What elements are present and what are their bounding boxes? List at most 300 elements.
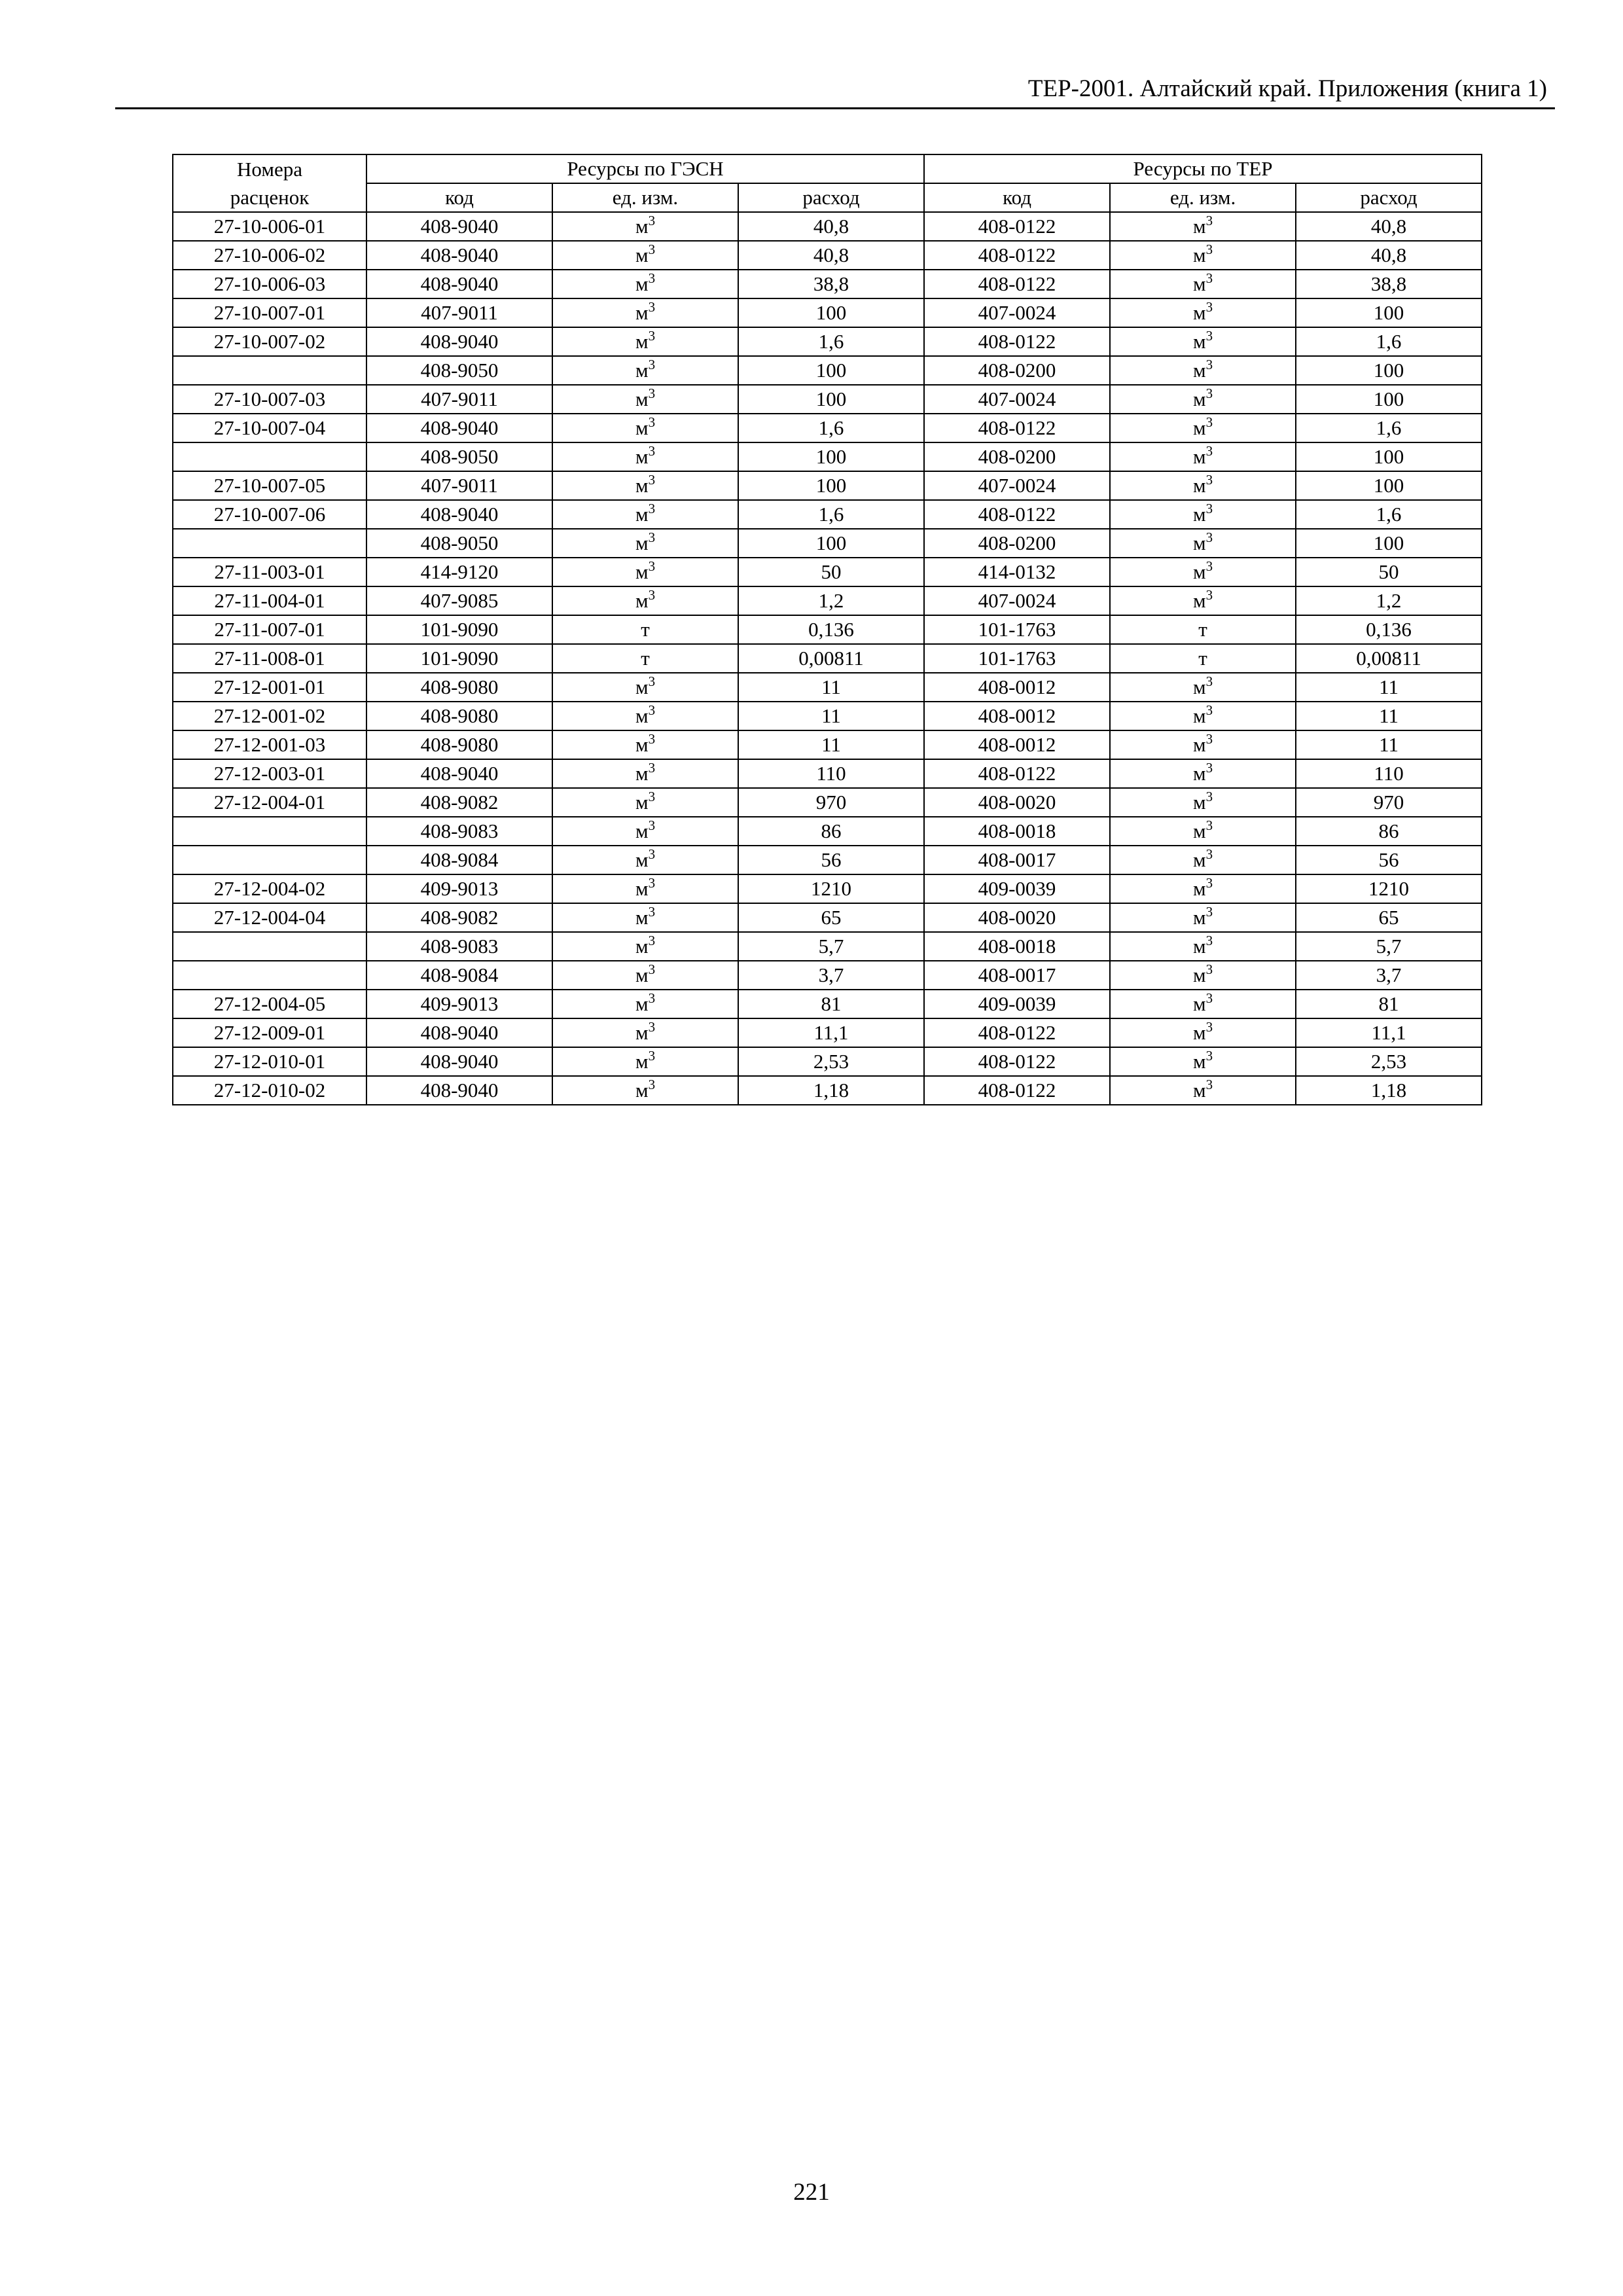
gesn-consumption-cell: 970 <box>738 788 924 817</box>
ter-consumption-cell: 0,00811 <box>1296 644 1482 673</box>
table-row <box>173 644 1482 673</box>
gesn-unit-cell <box>552 817 738 846</box>
gesn-unit-cell <box>552 788 738 817</box>
unit-exponent: 3 <box>648 414 656 430</box>
ter-consumption-cell: 3,7 <box>1296 961 1482 990</box>
unit-symbol: м <box>635 503 649 526</box>
rate-number-cell <box>173 817 366 846</box>
unit-symbol: м <box>635 301 649 324</box>
ter-unit-cell <box>1110 1076 1296 1105</box>
table-row <box>173 846 1482 874</box>
table-row <box>173 759 1482 788</box>
ter-unit-cell <box>1110 270 1296 298</box>
gesn-code-cell: 407-9085 <box>366 586 552 615</box>
unit-symbol: м <box>1192 531 1206 554</box>
unit-exponent: 3 <box>648 702 656 718</box>
unit-symbol: м <box>1192 301 1206 324</box>
unit-symbol: м <box>1192 416 1206 439</box>
ter-consumption-cell: 970 <box>1296 788 1482 817</box>
unit-exponent: 3 <box>1205 386 1213 401</box>
gesn-unit-cell <box>552 615 738 644</box>
ter-consumption-cell: 1,18 <box>1296 1076 1482 1105</box>
ter-consumption-cell: 1,6 <box>1296 500 1482 529</box>
unit-symbol: м <box>1192 272 1206 295</box>
unit-symbol: м <box>635 762 649 785</box>
gesn-code-cell: 408-9083 <box>366 932 552 961</box>
unit-exponent: 3 <box>1205 213 1213 228</box>
table-row <box>173 730 1482 759</box>
unit-symbol: м <box>1192 215 1206 238</box>
rate-number-cell: 27-10-007-06 <box>173 500 366 529</box>
unit-symbol: м <box>1192 963 1206 986</box>
header-ter-code: код <box>924 183 1110 212</box>
unit-symbol: м <box>635 474 649 497</box>
rate-number-cell: 27-11-008-01 <box>173 644 366 673</box>
unit-exponent: 3 <box>1205 702 1213 718</box>
table-row <box>173 702 1482 730</box>
gesn-unit-cell <box>552 1047 738 1076</box>
unit-symbol: м <box>635 416 649 439</box>
gesn-code-cell: 408-9040 <box>366 1076 552 1105</box>
gesn-code-cell: 408-9050 <box>366 529 552 558</box>
rate-number-cell: 27-12-004-05 <box>173 990 366 1018</box>
header-rate-numbers-line2: расценок <box>173 183 366 212</box>
ter-code-cell: 407-0024 <box>924 586 1110 615</box>
ter-unit-cell <box>1110 961 1296 990</box>
ter-consumption-cell: 110 <box>1296 759 1482 788</box>
table-row <box>173 1018 1482 1047</box>
gesn-consumption-cell: 11,1 <box>738 1018 924 1047</box>
ter-unit-cell <box>1110 759 1296 788</box>
gesn-consumption-cell: 3,7 <box>738 961 924 990</box>
unit-exponent: 3 <box>1205 904 1213 920</box>
unit-symbol: т <box>641 618 650 641</box>
ter-code-cell: 408-0012 <box>924 730 1110 759</box>
gesn-unit-cell <box>552 500 738 529</box>
ter-unit-cell <box>1110 586 1296 615</box>
ter-code-cell: 408-0122 <box>924 759 1110 788</box>
header-gesn-unit: ед. изм. <box>552 183 738 212</box>
unit-exponent: 3 <box>648 587 656 603</box>
unit-symbol: м <box>635 1050 649 1073</box>
gesn-consumption-cell: 110 <box>738 759 924 788</box>
document-title: ТЕР-2001. Алтайский край. Приложения (книга 1) <box>1027 75 1547 102</box>
unit-symbol: м <box>635 445 649 468</box>
rate-number-cell: 27-12-001-02 <box>173 702 366 730</box>
rate-number-cell: 27-12-010-02 <box>173 1076 366 1105</box>
ter-unit-cell <box>1110 327 1296 356</box>
unit-symbol: м <box>1192 762 1206 785</box>
rate-number-cell <box>173 932 366 961</box>
table-row <box>173 442 1482 471</box>
table-row <box>173 356 1482 385</box>
ter-unit-cell <box>1110 903 1296 932</box>
rate-number-cell: 27-12-003-01 <box>173 759 366 788</box>
unit-symbol: м <box>1192 704 1206 727</box>
gesn-code-cell: 408-9040 <box>366 212 552 241</box>
unit-exponent: 3 <box>648 328 656 344</box>
gesn-consumption-cell: 40,8 <box>738 212 924 241</box>
unit-symbol: м <box>635 215 649 238</box>
header-gesn-code: код <box>366 183 552 212</box>
unit-exponent: 3 <box>648 1019 656 1035</box>
ter-consumption-cell: 40,8 <box>1296 212 1482 241</box>
ter-consumption-cell: 1,6 <box>1296 327 1482 356</box>
gesn-code-cell: 408-9050 <box>366 356 552 385</box>
unit-exponent: 3 <box>648 242 656 257</box>
unit-symbol: м <box>635 272 649 295</box>
header-ter-group: Ресурсы по ТЕР <box>924 154 1482 183</box>
ter-code-cell: 408-0200 <box>924 356 1110 385</box>
ter-code-cell: 408-0200 <box>924 442 1110 471</box>
gesn-code-cell: 408-9083 <box>366 817 552 846</box>
gesn-unit-cell <box>552 414 738 442</box>
unit-symbol: м <box>1192 992 1206 1015</box>
table-row <box>173 1047 1482 1076</box>
gesn-unit-cell <box>552 730 738 759</box>
unit-symbol: м <box>1192 848 1206 871</box>
unit-exponent: 3 <box>648 904 656 920</box>
gesn-unit-cell <box>552 874 738 903</box>
ter-consumption-cell: 100 <box>1296 356 1482 385</box>
unit-symbol: м <box>635 560 649 583</box>
header-row-groups <box>173 154 1482 183</box>
gesn-consumption-cell: 86 <box>738 817 924 846</box>
ter-unit-cell <box>1110 442 1296 471</box>
unit-symbol: м <box>635 589 649 612</box>
gesn-unit-cell <box>552 270 738 298</box>
gesn-unit-cell <box>552 558 738 586</box>
unit-exponent: 3 <box>648 558 656 574</box>
table-row <box>173 673 1482 702</box>
gesn-consumption-cell: 11 <box>738 673 924 702</box>
rate-number-cell: 27-10-007-03 <box>173 385 366 414</box>
ter-unit-cell <box>1110 644 1296 673</box>
unit-symbol: м <box>635 992 649 1015</box>
gesn-unit-cell <box>552 903 738 932</box>
gesn-code-cell: 408-9080 <box>366 730 552 759</box>
unit-exponent: 3 <box>648 357 656 372</box>
ter-unit-cell <box>1110 414 1296 442</box>
unit-exponent: 3 <box>1205 933 1213 948</box>
table-row <box>173 270 1482 298</box>
table-row <box>173 961 1482 990</box>
gesn-unit-cell <box>552 586 738 615</box>
gesn-consumption-cell: 50 <box>738 558 924 586</box>
gesn-consumption-cell: 100 <box>738 442 924 471</box>
gesn-code-cell: 408-9040 <box>366 1047 552 1076</box>
gesn-unit-cell <box>552 327 738 356</box>
ter-consumption-cell: 2,53 <box>1296 1047 1482 1076</box>
unit-exponent: 3 <box>648 875 656 891</box>
unit-symbol: м <box>635 906 649 929</box>
unit-exponent: 3 <box>648 270 656 286</box>
ter-consumption-cell: 81 <box>1296 990 1482 1018</box>
ter-code-cell: 408-0020 <box>924 903 1110 932</box>
ter-unit-cell <box>1110 817 1296 846</box>
gesn-consumption-cell: 100 <box>738 529 924 558</box>
unit-exponent: 3 <box>648 789 656 804</box>
gesn-code-cell: 101-9090 <box>366 615 552 644</box>
ter-unit-cell <box>1110 558 1296 586</box>
unit-symbol: м <box>1192 330 1206 353</box>
rate-number-cell: 27-10-007-04 <box>173 414 366 442</box>
unit-exponent: 3 <box>1205 587 1213 603</box>
ter-consumption-cell: 1,2 <box>1296 586 1482 615</box>
ter-code-cell: 101-1763 <box>924 615 1110 644</box>
ter-code-cell: 407-0024 <box>924 385 1110 414</box>
gesn-unit-cell <box>552 1076 738 1105</box>
unit-symbol: м <box>635 935 649 958</box>
unit-symbol: м <box>1192 359 1206 382</box>
unit-exponent: 3 <box>1205 558 1213 574</box>
ter-consumption-cell: 1210 <box>1296 874 1482 903</box>
gesn-unit-cell <box>552 241 738 270</box>
table-row <box>173 298 1482 327</box>
unit-symbol: м <box>1192 935 1206 958</box>
rate-number-cell: 27-11-003-01 <box>173 558 366 586</box>
table-row <box>173 529 1482 558</box>
ter-unit-cell <box>1110 846 1296 874</box>
unit-symbol: м <box>635 791 649 814</box>
rate-number-cell: 27-12-001-01 <box>173 673 366 702</box>
ter-code-cell: 408-0020 <box>924 788 1110 817</box>
ter-consumption-cell: 100 <box>1296 442 1482 471</box>
unit-symbol: м <box>635 1021 649 1044</box>
rate-number-cell: 27-12-010-01 <box>173 1047 366 1076</box>
ter-code-cell: 408-0122 <box>924 500 1110 529</box>
gesn-consumption-cell: 56 <box>738 846 924 874</box>
gesn-unit-cell <box>552 442 738 471</box>
ter-code-cell: 407-0024 <box>924 298 1110 327</box>
rate-number-cell: 27-10-007-05 <box>173 471 366 500</box>
ter-code-cell: 408-0122 <box>924 212 1110 241</box>
ter-unit-cell <box>1110 1047 1296 1076</box>
unit-symbol: м <box>1192 1079 1206 1102</box>
ter-unit-cell <box>1110 529 1296 558</box>
gesn-code-cell: 408-9082 <box>366 903 552 932</box>
ter-unit-cell <box>1110 385 1296 414</box>
header-ter-consumption: расход <box>1296 183 1482 212</box>
rate-number-cell: 27-12-004-04 <box>173 903 366 932</box>
unit-symbol: м <box>635 819 649 842</box>
ter-code-cell: 408-0122 <box>924 1018 1110 1047</box>
ter-unit-cell <box>1110 702 1296 730</box>
gesn-consumption-cell: 0,00811 <box>738 644 924 673</box>
gesn-unit-cell <box>552 471 738 500</box>
unit-exponent: 3 <box>648 299 656 315</box>
table-row <box>173 788 1482 817</box>
header-rate-numbers-line1: Номера <box>173 154 366 183</box>
gesn-code-cell: 408-9082 <box>366 788 552 817</box>
unit-exponent: 3 <box>648 731 656 747</box>
unit-exponent: 3 <box>1205 443 1213 459</box>
gesn-code-cell: 408-9040 <box>366 1018 552 1047</box>
page-number: 221 <box>793 2179 830 2206</box>
gesn-code-cell: 409-9013 <box>366 874 552 903</box>
unit-exponent: 3 <box>1205 961 1213 977</box>
unit-exponent: 3 <box>648 817 656 833</box>
gesn-code-cell: 408-9084 <box>366 846 552 874</box>
unit-exponent: 3 <box>1205 817 1213 833</box>
unit-symbol: т <box>1198 618 1207 641</box>
unit-symbol: м <box>1192 589 1206 612</box>
unit-exponent: 3 <box>1205 270 1213 286</box>
unit-exponent: 3 <box>1205 328 1213 344</box>
gesn-code-cell: 409-9013 <box>366 990 552 1018</box>
rate-number-cell: 27-11-007-01 <box>173 615 366 644</box>
gesn-unit-cell <box>552 961 738 990</box>
ter-consumption-cell: 86 <box>1296 817 1482 846</box>
ter-consumption-cell: 50 <box>1296 558 1482 586</box>
unit-exponent: 3 <box>1205 1048 1213 1064</box>
unit-symbol: м <box>635 531 649 554</box>
gesn-unit-cell <box>552 673 738 702</box>
gesn-code-cell: 408-9040 <box>366 327 552 356</box>
unit-exponent: 3 <box>1205 299 1213 315</box>
unit-exponent: 3 <box>1205 529 1213 545</box>
unit-exponent: 3 <box>648 846 656 862</box>
ter-unit-cell <box>1110 356 1296 385</box>
header-ter-unit: ед. изм. <box>1110 183 1296 212</box>
gesn-consumption-cell: 1210 <box>738 874 924 903</box>
unit-exponent: 3 <box>648 990 656 1006</box>
gesn-consumption-cell: 65 <box>738 903 924 932</box>
gesn-unit-cell <box>552 702 738 730</box>
unit-symbol: м <box>1192 675 1206 698</box>
unit-exponent: 3 <box>1205 760 1213 776</box>
table-row <box>173 586 1482 615</box>
gesn-code-cell: 408-9040 <box>366 759 552 788</box>
gesn-code-cell: 408-9040 <box>366 414 552 442</box>
unit-symbol: м <box>1192 503 1206 526</box>
unit-symbol: м <box>1192 906 1206 929</box>
gesn-unit-cell <box>552 212 738 241</box>
ter-code-cell: 408-0018 <box>924 932 1110 961</box>
ter-consumption-cell: 11 <box>1296 730 1482 759</box>
ter-unit-cell <box>1110 730 1296 759</box>
rate-number-cell: 27-10-007-02 <box>173 327 366 356</box>
header-gesn-group: Ресурсы по ГЭСН <box>366 154 924 183</box>
unit-symbol: м <box>635 877 649 900</box>
ter-code-cell: 414-0132 <box>924 558 1110 586</box>
ter-consumption-cell: 11,1 <box>1296 1018 1482 1047</box>
ter-consumption-cell: 11 <box>1296 673 1482 702</box>
unit-symbol: м <box>1192 445 1206 468</box>
ter-code-cell: 408-0017 <box>924 846 1110 874</box>
ter-consumption-cell: 1,6 <box>1296 414 1482 442</box>
unit-symbol: м <box>1192 387 1206 410</box>
unit-symbol: т <box>1198 647 1207 670</box>
unit-exponent: 3 <box>1205 846 1213 862</box>
unit-symbol: м <box>635 704 649 727</box>
ter-code-cell: 408-0122 <box>924 241 1110 270</box>
gesn-unit-cell <box>552 385 738 414</box>
gesn-consumption-cell: 81 <box>738 990 924 1018</box>
table-row <box>173 990 1482 1018</box>
unit-exponent: 3 <box>1205 673 1213 689</box>
rate-number-cell: 27-10-007-01 <box>173 298 366 327</box>
ter-unit-cell <box>1110 788 1296 817</box>
ter-code-cell: 408-0122 <box>924 414 1110 442</box>
rate-number-cell: 27-12-009-01 <box>173 1018 366 1047</box>
gesn-code-cell: 408-9080 <box>366 702 552 730</box>
gesn-consumption-cell: 100 <box>738 471 924 500</box>
ter-code-cell: 408-0012 <box>924 673 1110 702</box>
ter-consumption-cell: 40,8 <box>1296 241 1482 270</box>
ter-unit-cell <box>1110 500 1296 529</box>
header-gesn-consumption: расход <box>738 183 924 212</box>
unit-exponent: 3 <box>648 472 656 488</box>
unit-exponent: 3 <box>1205 1019 1213 1035</box>
table-row <box>173 414 1482 442</box>
ter-unit-cell <box>1110 874 1296 903</box>
unit-exponent: 3 <box>648 673 656 689</box>
gesn-code-cell: 408-9084 <box>366 961 552 990</box>
unit-exponent: 3 <box>1205 990 1213 1006</box>
rate-number-cell <box>173 356 366 385</box>
gesn-code-cell: 408-9040 <box>366 270 552 298</box>
gesn-code-cell: 408-9040 <box>366 500 552 529</box>
gesn-consumption-cell: 11 <box>738 702 924 730</box>
table-row <box>173 471 1482 500</box>
table-row <box>173 932 1482 961</box>
table-row <box>173 500 1482 529</box>
ter-unit-cell <box>1110 932 1296 961</box>
ter-consumption-cell: 100 <box>1296 298 1482 327</box>
table-row <box>173 1076 1482 1105</box>
gesn-unit-cell <box>552 759 738 788</box>
gesn-consumption-cell: 1,6 <box>738 500 924 529</box>
ter-code-cell: 101-1763 <box>924 644 1110 673</box>
rate-number-cell: 27-10-006-02 <box>173 241 366 270</box>
gesn-consumption-cell: 0,136 <box>738 615 924 644</box>
ter-code-cell: 408-0012 <box>924 702 1110 730</box>
resource-mapping-table <box>172 154 1482 1105</box>
ter-code-cell: 408-0122 <box>924 1076 1110 1105</box>
rate-number-cell: 27-10-006-01 <box>173 212 366 241</box>
table-row <box>173 817 1482 846</box>
unit-symbol: м <box>635 963 649 986</box>
ter-code-cell: 409-0039 <box>924 990 1110 1018</box>
unit-exponent: 3 <box>648 1077 656 1092</box>
gesn-unit-cell <box>552 298 738 327</box>
ter-consumption-cell: 56 <box>1296 846 1482 874</box>
ter-unit-cell <box>1110 615 1296 644</box>
gesn-unit-cell <box>552 932 738 961</box>
unit-exponent: 3 <box>1205 357 1213 372</box>
gesn-code-cell: 407-9011 <box>366 385 552 414</box>
unit-exponent: 3 <box>648 961 656 977</box>
rate-number-cell: 27-10-006-03 <box>173 270 366 298</box>
gesn-consumption-cell: 100 <box>738 298 924 327</box>
gesn-code-cell: 408-9080 <box>366 673 552 702</box>
gesn-unit-cell <box>552 644 738 673</box>
ter-code-cell: 409-0039 <box>924 874 1110 903</box>
ter-unit-cell <box>1110 673 1296 702</box>
unit-symbol: м <box>635 387 649 410</box>
unit-exponent: 3 <box>648 443 656 459</box>
header-row-columns <box>173 183 1482 212</box>
table-row <box>173 615 1482 644</box>
gesn-consumption-cell: 1,18 <box>738 1076 924 1105</box>
unit-exponent: 3 <box>648 501 656 516</box>
unit-symbol: м <box>1192 877 1206 900</box>
rate-number-cell: 27-12-001-03 <box>173 730 366 759</box>
gesn-code-cell: 101-9090 <box>366 644 552 673</box>
unit-symbol: м <box>635 1079 649 1102</box>
unit-exponent: 3 <box>1205 875 1213 891</box>
